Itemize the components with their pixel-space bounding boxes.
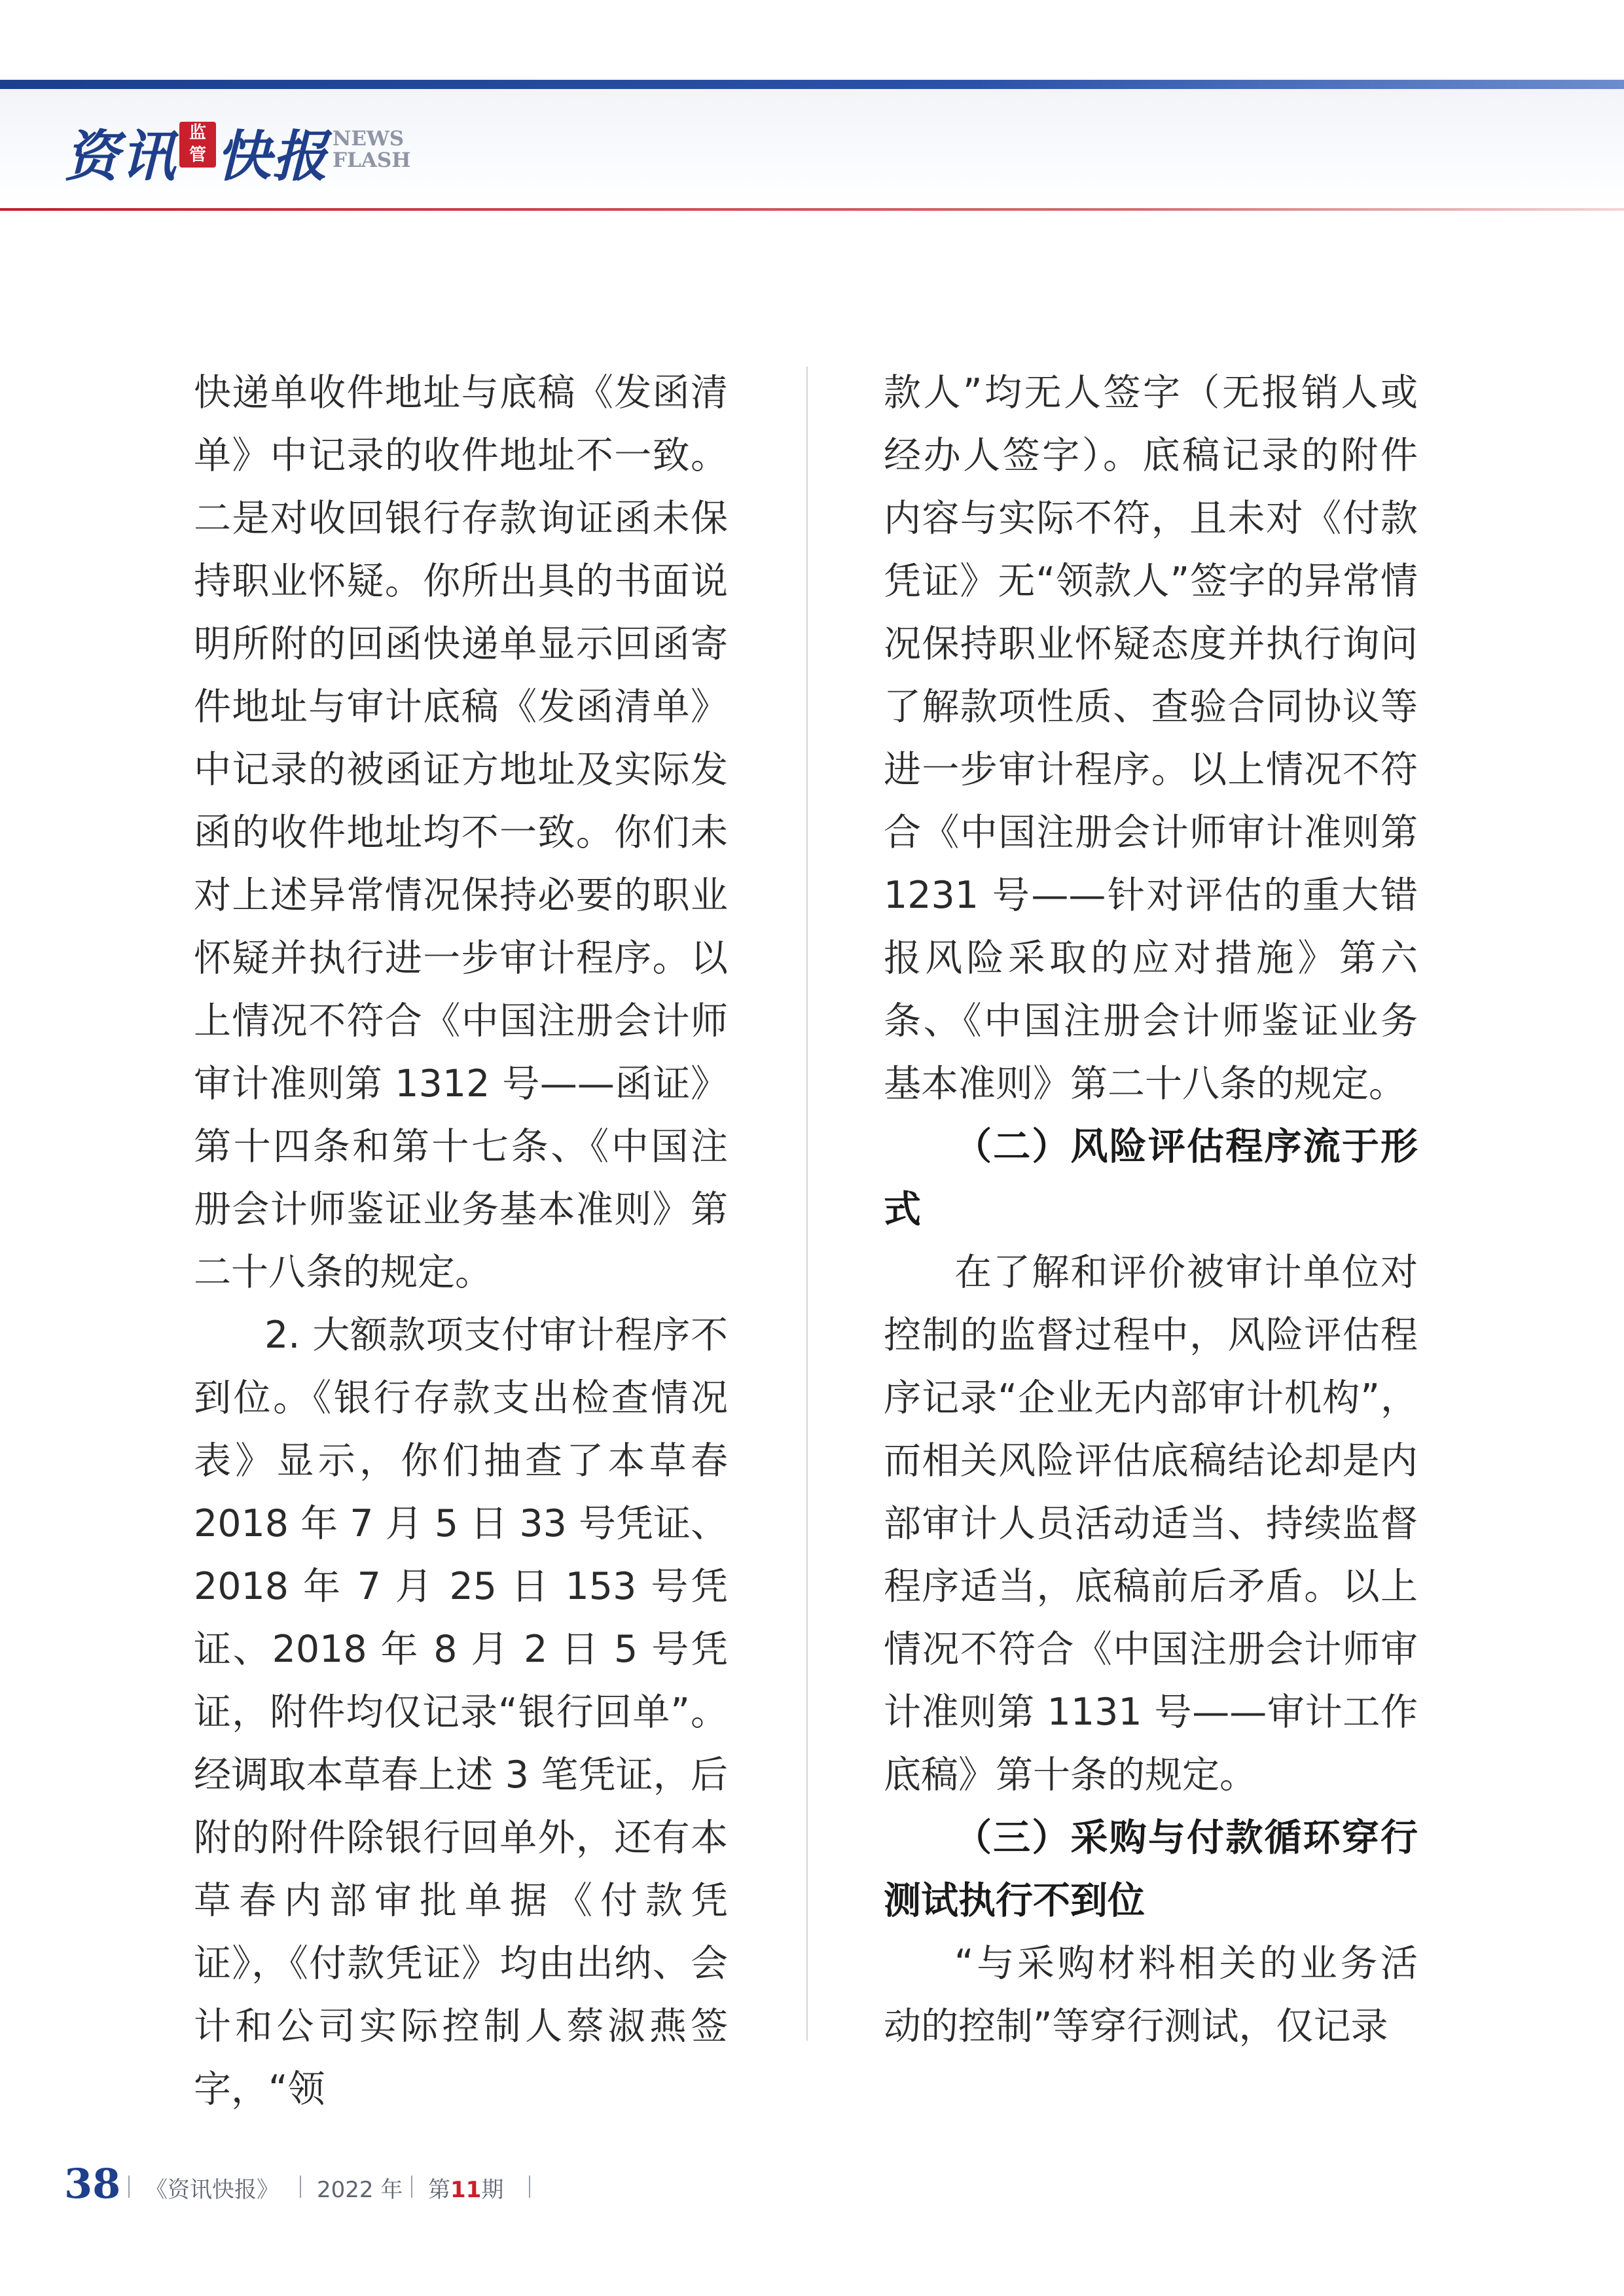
- footer-separator: [529, 2176, 530, 2198]
- paragraph: 款人”均无人签字（无报销人或经办人签字）。底稿记录的附件内容与实际不符，且未对《付款凭证》无“领款人”签字的异常情况保持职业怀疑态度并执行询问了解款项性质、查验合同协议等进一步审计程序。以上情况不符合《中国注册会计师审计准则第 1231 号——针对评估的重大错报风险采取的应对措施》第六条、《中国注册会计师鉴证业务基本准则》第二十八条的规定。: [884, 371, 1418, 1105]
- article-left-column: [194, 361, 728, 2121]
- footer-separator: [411, 2176, 412, 2198]
- paragraph: “与采购材料相关的业务活动的控制”等穿行测试，仅记录: [884, 1942, 1418, 2048]
- footer-separator: [128, 2176, 130, 2198]
- footer-separator: [300, 2176, 301, 2198]
- paragraph: 在了解和评价被审计单位对控制的监督过程中，风险评估程序记录“企业无内部审计机构”，而相关风险评估底稿结论却是内部审计人员活动适当、持续监督程序适当，底稿前后矛盾。以上情况不符合《中国注册会计师审计准则第 1131 号——审计工作底稿》第十条的规定。: [884, 1251, 1418, 1797]
- issue-number: 11: [450, 2177, 482, 2203]
- header-blue-rule: [0, 80, 1624, 89]
- section-heading: （二）风险评估程序流于形式: [884, 1125, 1418, 1231]
- paragraph: 2. 大额款项支付审计程序不到位。《银行存款支出检查情况表》显示，你们抽查了本草春 2018 年 7 月 5 日 33 号凭证、2018 年 7 月 25 日 153 号凭证、2018 年 8 月 2 日 5 号凭证，附件均仅记录“银行回单”。经调取本草春上述 3 笔凭证，后附的附件除银行回单外，还有本草春内部审批单据《付款凭证》，《付款凭证》均由出纳、会计和公司实际控制人蔡淑燕签字，“领: [194, 1314, 728, 2111]
- paragraph: 快递单收件地址与底稿《发函清单》中记录的收件地址不一致。二是对收回银行存款询证函未保持职业怀疑。你所出具的书面说明所附的回函快递单显示回函寄件地址与审计底稿《发函清单》中记录的被函证方地址及实际发函的收件地址均不一致。你们未对上述异常情况保持必要的职业怀疑并执行进一步审计程序。以上情况不符合《中国注册会计师审计准则第 1312 号——函证》第十四条和第十七条、《中国注册会计师鉴证业务基本准则》第二十八条的规定。: [194, 371, 728, 1294]
- masthead-english: NEWS FLASH: [333, 127, 411, 172]
- footer-issue: 第11期: [428, 2177, 504, 2203]
- section-heading: （三）采购与付款循环穿行测试执行不到位: [884, 1816, 1418, 1922]
- masthead-title-a: 资讯: [64, 124, 177, 188]
- page-number: 38: [64, 2160, 121, 2208]
- seal-icon: 监 管: [179, 122, 216, 168]
- header-red-rule: [0, 208, 1624, 211]
- footer-publication: 《资讯快报》: [145, 2177, 279, 2203]
- column-divider: [806, 367, 808, 2041]
- masthead-title-b: 快报: [216, 124, 329, 188]
- footer-year: 2022 年: [317, 2177, 403, 2203]
- article-right-column: [884, 361, 1418, 2058]
